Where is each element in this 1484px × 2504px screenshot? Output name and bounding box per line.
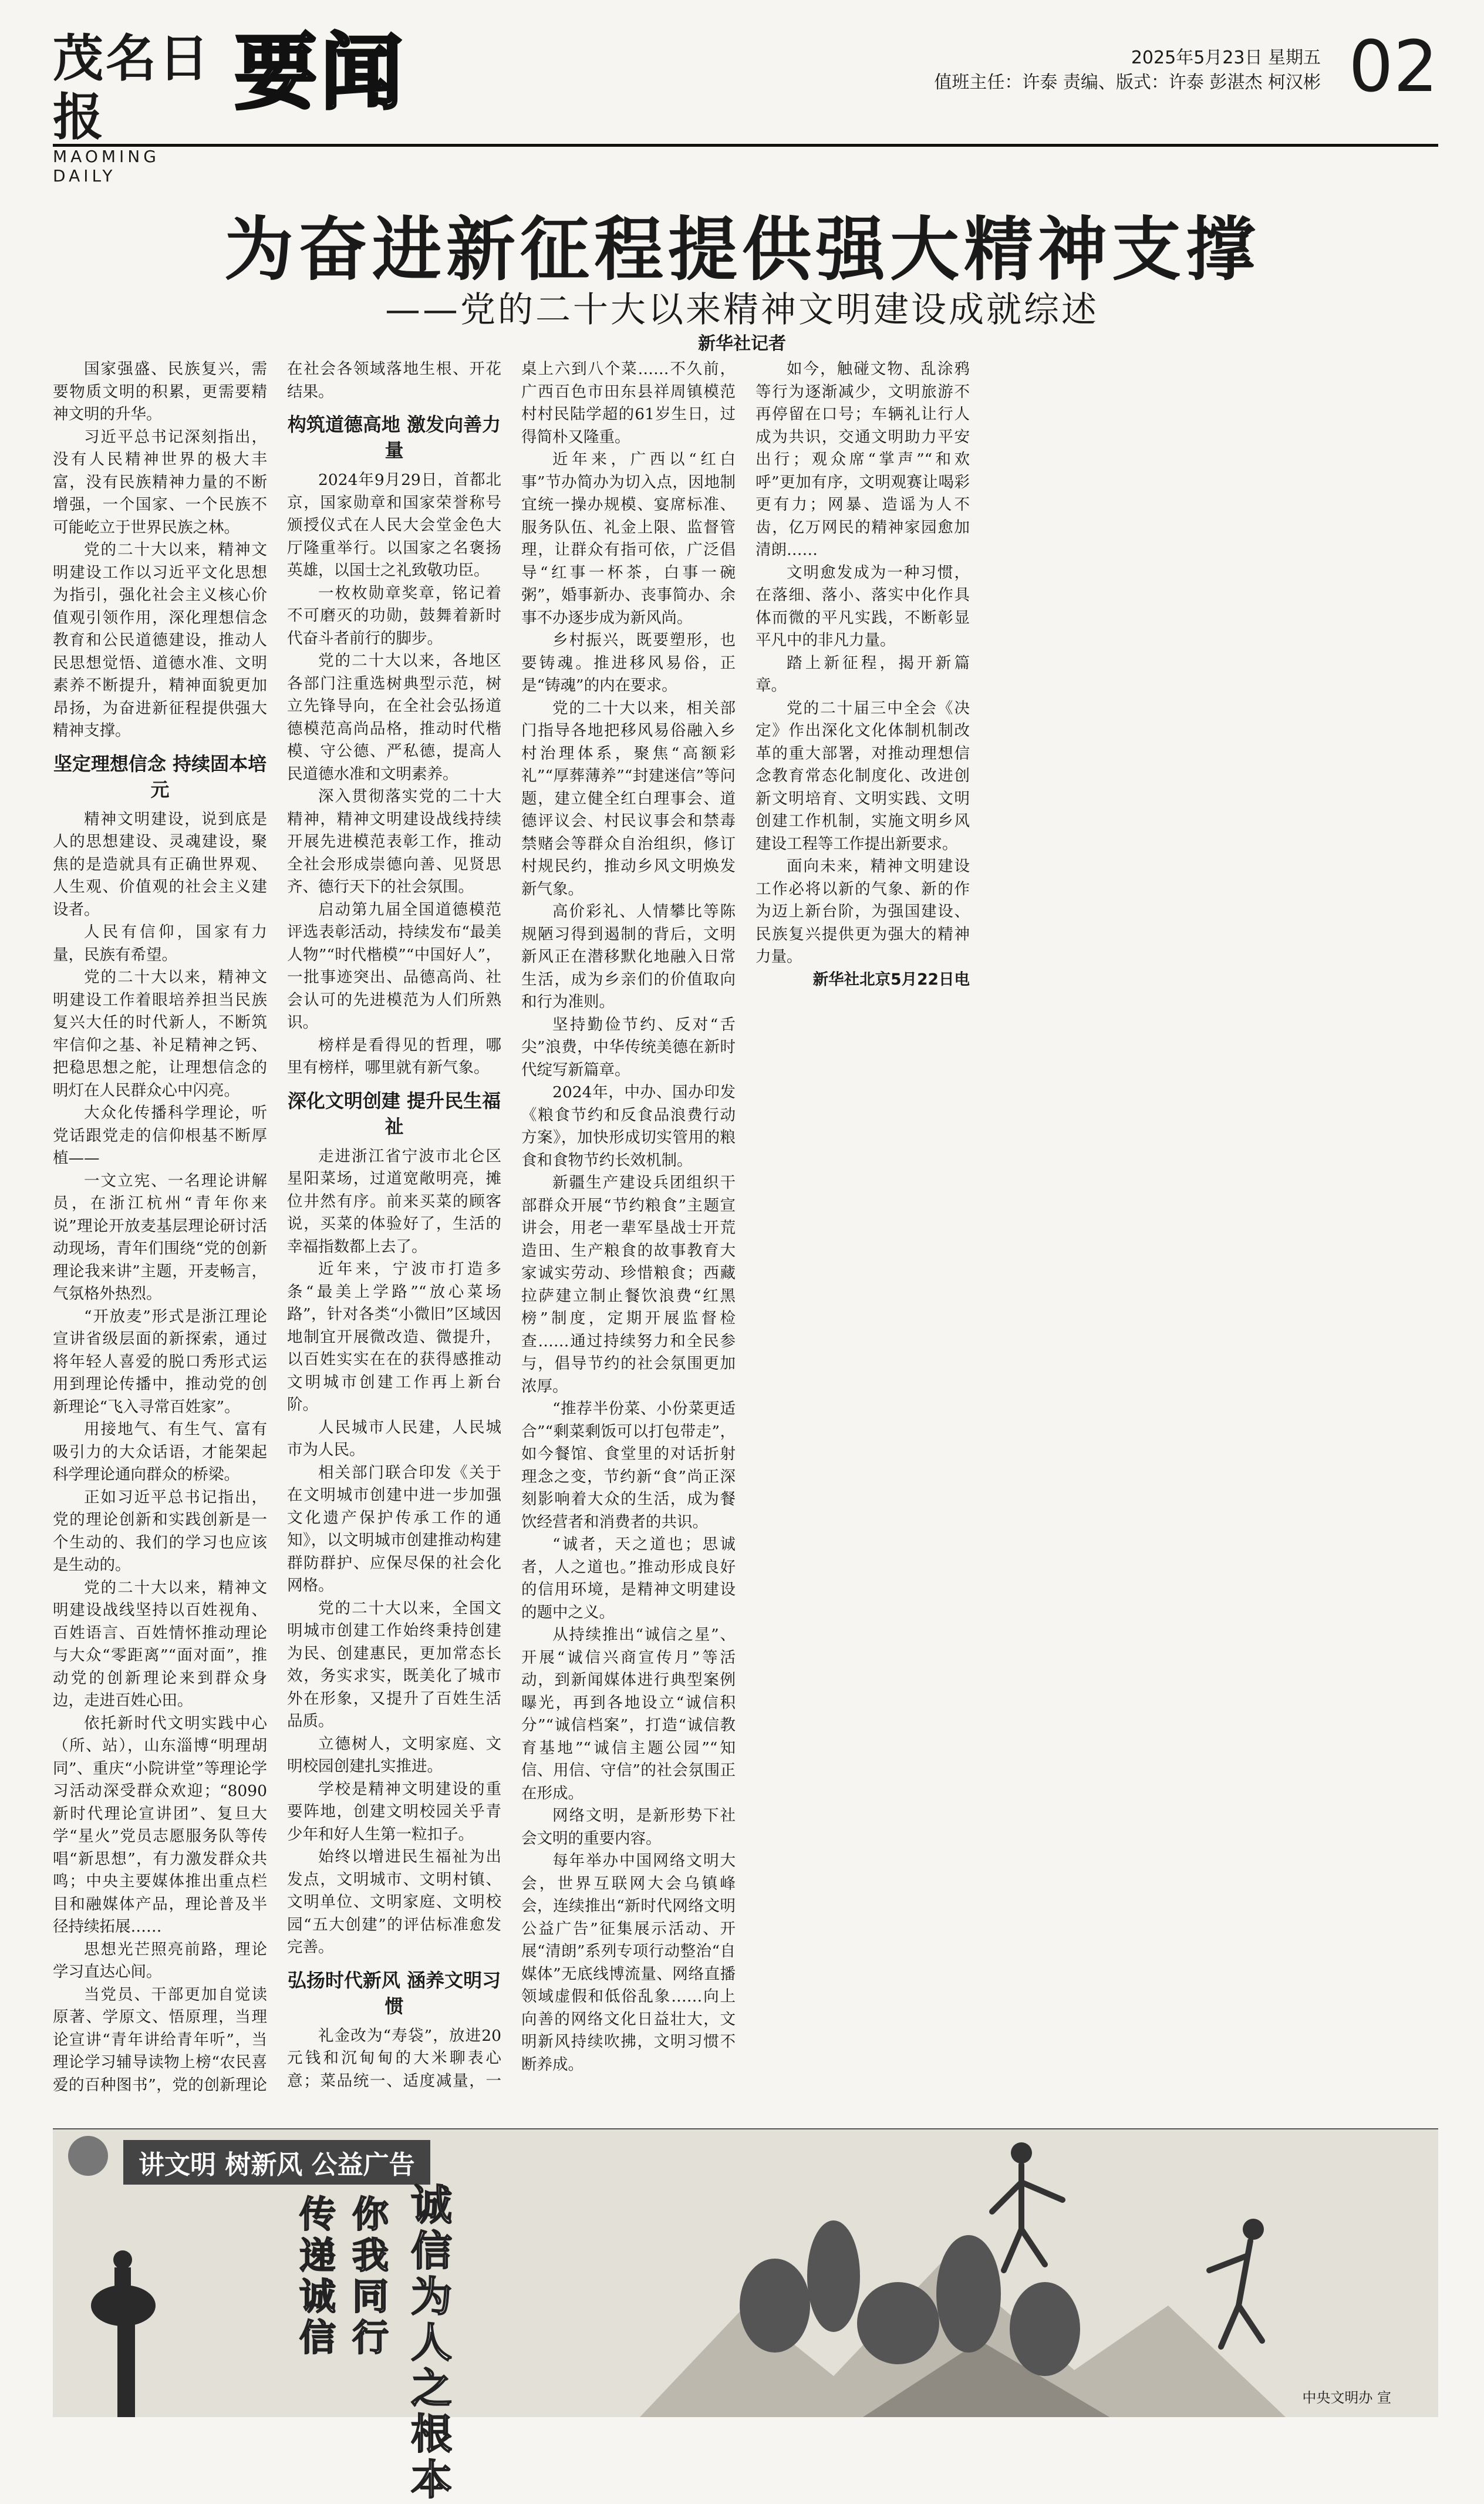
paragraph: 乡村振兴，既要塑形，也要铸魂。推进移风易俗，正是“铸魂”的内在要求。 [521, 631, 736, 695]
ad-slogan-main: 诚信为人之根本 [411, 2181, 452, 2504]
dateline: 新华社北京5月22日电 [812, 970, 970, 989]
section-heading-2: 构筑道德高地 激发向善力量 [287, 413, 501, 461]
section-title: 要闻 [235, 25, 407, 121]
paper-name-en: MAOMING DAILY [53, 147, 160, 186]
paragraph: 近年来，宁波市打造多条“最美上学路”“放心菜场路”，针对各类“小微旧”区域因地制宜开展微改造、微提升，以百姓实实在在的获得感推动文明城市创建工作再上新台阶。 [287, 1260, 501, 1414]
public-service-ad [53, 2128, 1438, 2504]
paragraph: 党的二十大以来，各地区各部门注重选树典型示范，树立先锋导向，在全社会弘扬道德模范高尚品格，推动时代楷模、守公德、严私德，提高人民道德水准和文明素养。 [287, 652, 501, 783]
paragraph: 榜样是看得见的哲理，哪里有榜样，哪里就有新气象。 [287, 1036, 501, 1077]
section-heading-1: 坚定理想信念 持续固本培元 [53, 752, 267, 801]
paragraph: 深入贯彻落实党的二十大精神，精神文明建设战线持续开展先进模范表彰工作，推动全社会形成崇德向善、见贤思齐、德行天下的社会氛围。 [287, 787, 501, 896]
paragraph: 党的二十大以来，相关部门指导各地把移风易俗融入乡村治理体系，聚焦“高额彩礼”“厚葬薄养”“封建迷信”等问题，建立健全红白理事会、道德评议会、村民议事会和禁毒禁赌会等群众自治组织，修订村规民约，推动乡风文明焕发新气象。 [521, 699, 736, 898]
ad-slogan-left-2: 你我同行 [352, 2193, 389, 2359]
masthead-rule [53, 144, 1438, 147]
paragraph: 学校是精神文明建设的重要阵地，创建文明校园关乎青少年和好人生第一粒扣子。 [287, 1780, 501, 1844]
paragraph: “推荐半份菜、小份菜更适合”“剩菜剩饭可以打包带走”，如今餐馆、食堂里的对话折射理念之变，节约新“食”尚正深刻影响着大众的生活，成为餐饮经营者和消费者的共识。 [521, 1400, 736, 1531]
masthead [53, 25, 1438, 186]
emblem-icon [68, 2136, 108, 2176]
paragraph: 一文立宪、一名理论讲解员，在浙江杭州“青年你来说”理论开放麦基层理论研讨活动现场，青年们围绕“党的创新理论我来讲”主题，开麦畅言，气氛格外热烈。 [53, 1171, 267, 1303]
subheadline: ——党的二十大以来精神文明建设成就综述 [385, 289, 1099, 331]
paragraph: 踏上新征程，揭开新篇章。 [756, 653, 970, 695]
editors-line: 值班主任：许泰 责编、版式：许泰 彭湛杰 柯汉彬 [934, 72, 1321, 93]
paragraph: 党的二十大以来，精神文明建设战线坚持以百姓视角、百姓语言、百姓情怀推动理论与大众“零距离”“面对面”，推动党的创新理论来到群众身边，走进百姓心田。 [53, 1578, 267, 1710]
paragraph: 党的二十大以来，全国文明城市创建工作始终秉持创建为民、创建惠民，更加常态长效，务实求实，既美化了城市外在形象，又提升了百姓生活品质。 [287, 1599, 501, 1730]
paragraph: 2024年9月29日，首都北京，国家勋章和国家荣誉称号颁授仪式在人民大会堂金色大厅隆重举行。以国家之名褒扬英雄，以国士之礼致敬功臣。 [287, 471, 501, 579]
paragraph: 新疆生产建设兵团组织干部群众开展“节约粮食”主题宣讲会，用老一辈军垦战士开荒造田、生产粮食的故事教育大家诚实劳动、珍惜粮食；西藏拉萨建立制止餐饮浪费“红黑榜”制度，定期开展监督检查……通过持续努力和全民参与，倡导节约的社会氛围更加浓厚。 [521, 1174, 736, 1396]
paragraph: 网络文明，是新形势下社会文明的重要内容。 [521, 1807, 736, 1848]
paragraph: 坚持勤俭节约、反对“舌尖”浪费，中华传统美德在新时代绽写新篇章。 [521, 1015, 736, 1079]
paragraph: 近年来，广西以“红白事”节办简办为切入点，因地制宜统一操办规模、宴席标准、服务队伍、礼金上限、监督管理，让群众有指可依，广泛倡导“红事一杯茶，白事一碗粥”，婚事新办、丧事简办、余事不办逐步成为新风尚。 [521, 450, 736, 627]
paragraph: 用接地气、有生气、富有吸引力的大众话语，才能架起科学理论通向群众的桥梁。 [53, 1420, 267, 1484]
paragraph: 走进浙江省宁波市北仑区星阳菜场，过道宽敞明亮，摊位井然有序。前来买菜的顾客说，买菜的体验好了，生活的幸福指数都上去了。 [287, 1147, 501, 1256]
issue-meta [934, 46, 1321, 95]
paragraph: 人民有信仰，国家有力量，民族有希望。 [53, 923, 267, 964]
paragraph: 相关部门联合印发《关于在文明城市创建中进一步加强文化遗产保护传承工作的通知》，以文明城市创建推动构建群防群护、应保尽保的社会化网格。 [287, 1463, 501, 1595]
ad-credit: 中央文明办 宣 [1302, 2390, 1391, 2406]
paragraph: 每年举办中国网络文明大会，世界互联网大会乌镇峰会，连续推出“新时代网络文明公益广告”征集展示活动、开展“清朗”系列专项行动整治“自媒体”无底线博流量、网络直播领域虚假和低俗乱象……向上向善的网络文化日益壮大，文明新风持续吹拂，文明习惯不断养成。 [521, 1852, 736, 2074]
paragraph: 从持续推出“诚信之星”、开展“诚信兴商宣传月”等活动，到新闻媒体进行典型案例曝光，再到各地设立“诚信积分”“诚信档案”，打造“诚信教育基地”“诚信主题公园”“知信、用信、守信”的社会氛围正在形成。 [521, 1626, 736, 1802]
paragraph: 2024年，中办、国办印发《粮食节约和反食品浪费行动方案》，加快形成切实管用的粮食和食物节约长效机制。 [521, 1083, 736, 1170]
paragraph: 党的二十届三中全会《决定》作出深化文化体制机制改革的重大部署，对推动理想信念教育常态化制度化、改进创新文明培育、文明实践、文明创建工作机制，实施文明乡风建设工程等工作提出新要求。 [756, 699, 970, 853]
paragraph: 国家强盛、民族复兴，需要物质文明的积累，更需要精神文明的升华。 [53, 360, 267, 423]
paragraph: 党的二十大以来，精神文明建设工作以习近平文化思想为指引，强化社会主义核心价值观引领作用，深化理想信念教育和公民道德建设，推动人民思想觉悟、道德水准、文明素养不断提升，精神面貌更加昂扬，为奋进新征程提供强大精神支撑。 [53, 541, 267, 740]
paper-name: 茂名日报 [53, 29, 211, 147]
ad-slogan-left-1: 传递诚信 [299, 2193, 336, 2359]
paragraph: 精神文明建设，说到底是人的思想建设、灵魂建设，聚焦的是造就具有正确世界观、人生观、价值观的社会主义建设者。 [53, 810, 267, 919]
paragraph: 党的二十大以来，精神文明建设工作着眼培养担当民族复兴大任的时代新人，不断筑牢信仰之基、补足精神之钙、把稳思想之舵，让理想信念的明灯在人民群众心中闪亮。 [53, 968, 267, 1100]
paragraph: 习近平总书记深刻指出，没有人民精神世界的极大丰富，没有民族精神力量的不断增强，一个国家、一个民族不可能屹立于世界民族之林。 [53, 427, 267, 537]
paragraph: 思想光芒照亮前路，理论学习直达心间。 [53, 1940, 267, 1981]
paragraph: 人民城市人民建，人民城市为人民。 [287, 1418, 501, 1459]
paragraph: “开放麦”形式是浙江理论宣讲省级层面的新探索，通过将年轻人喜爱的脱口秀形式运用到理论传播中，推动党的创新理论“飞入寻常百姓家”。 [53, 1307, 267, 1416]
paragraph: 文明愈发成为一种习惯，在落细、落小、落实中化作具体而微的平凡实践，不断彰显平凡中的非凡力量。 [756, 563, 970, 649]
paragraph: 当党员、干部更加自觉读原著、学原文、悟原理，当理论宣讲“青年讲给青年听”，当理论学习辅导读物上榜“农民喜爱的百种图书”，党的创新理论在社会各领域落地生根、开花结果。 [53, 360, 501, 2094]
paragraph: 高价彩礼、人情攀比等陈规陋习得到遏制的背后，文明新风正在潜移默化地融入日常生活，成为乡亲们的价值取向和行为准则。 [521, 902, 736, 1011]
section-heading-3: 深化文明创建 提升民生福祉 [287, 1089, 501, 1138]
paragraph: 礼金改为“寿袋”，放进20元钱和沉甸甸的大米聊表心意；菜品统一、适度减量，一桌上六到八个菜……不久前，广西百色市田东县祥周镇模范村村民陆学超的61岁生日，过得简朴又隆重。 [287, 360, 736, 2090]
section-heading-4: 弘扬时代新风 涵养文明习惯 [287, 1969, 501, 2017]
paragraph: 启动第九届全国道德模范评选表彰活动，持续发布“最美人物”“时代楷模”“中国好人”，一批事迹突出、品德高尚、社会认可的先进模范为人们所熟识。 [287, 900, 501, 1032]
paragraph: 一枚枚勋章奖章，铭记着不可磨灭的功勋，鼓舞着新时代奋斗者前行的脚步。 [287, 584, 501, 648]
paragraph: 面向未来，精神文明建设工作必将以新的气象、新的作为迈上新台阶，为强国建设、民族复兴提供更为强大的精神力量。 [756, 857, 970, 966]
paragraph: 正如习近平总书记指出，党的理论创新和实践创新是一个生动的、我们的学习也应该是生动的。 [53, 1488, 267, 1574]
headline: 为奋进新征程提供强大精神支撑 [224, 209, 1260, 290]
newspaper-logo [53, 29, 217, 186]
ad-banner: 讲文明 树新风 公益广告 [123, 2140, 430, 2185]
issue-date: 2025年5月23日 星期五 [1131, 48, 1321, 68]
page-number: 02 [1348, 26, 1438, 108]
byline: 新华社记者 [698, 333, 786, 354]
article-body [53, 358, 1438, 2108]
paragraph: 依托新时代文明实践中心（所、站），山东淄博“明理胡同”、重庆“小院讲堂”等理论学习活动深受群众欢迎；“8090新时代理论宣讲团”、复旦大学“星火”党员志愿服务队等传唱“新思想”，有力激发群众共鸣；中央主要媒体推出重点栏目和融媒体产品，理论普及半径持续拓展…… [53, 1714, 267, 1936]
paragraph: “诚者，天之道也；思诚者，人之道也。”推动形成良好的信用环境，是精神文明建设的题中之义。 [521, 1535, 736, 1622]
paragraph: 立德树人，文明家庭、文明校园创建扎实推进。 [287, 1734, 501, 1775]
paragraph: 始终以增进民生福祉为出发点，文明城市、文明村镇、文明单位、文明家庭、文明校园“五大创建”的评估标准愈发完善。 [287, 1848, 501, 1956]
paragraph: 如今，触碰文物、乱涂鸦等行为逐渐减少，文明旅游不再停留在口号；车辆礼让行人成为共识，交通文明助力平安出行；观众席“掌声”“和欢呼”更加有序，文明观赛让喝彩更有力；网暴、造谣为人不齿，亿万网民的精神家园愈加清朗…… [756, 360, 970, 559]
paragraph: 大众化传播科学理论，听党话跟党走的信仰根基不断厚植—— [53, 1104, 267, 1167]
